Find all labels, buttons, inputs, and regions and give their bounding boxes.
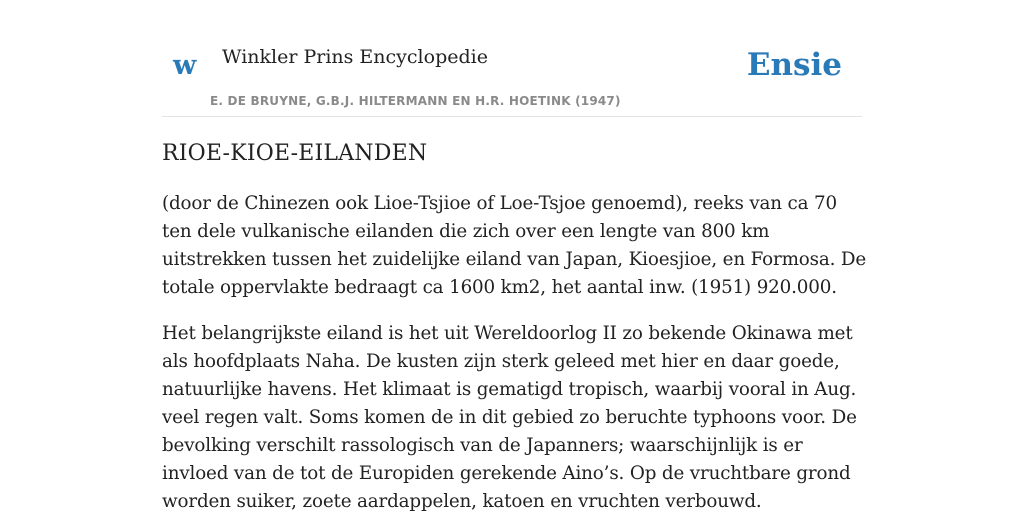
publication-logo[interactable]: w (173, 50, 197, 81)
publication-title[interactable]: Winkler Prins Encyclopedie (222, 46, 488, 68)
article-paragraph-2: Het belangrijkste eiland is het uit Wereldoorlog II zo bekende Okinawa met als hoofdplaats Naha. De kusten zijn sterk geleed met hier en daar goede, natuurlijke havens. Het klimaat is gematigd tropisch, waarbij vooral in Aug. veel regen valt. Soms komen de in dit gebied zo beruchte typhoons voor. De bevolking verschilt rassologisch van de Japanners; waarschijnlijk is er invloed van de tot de Europiden gerekende Aino’s. Op de vruchtbare grond worden suiker, zoete aardappelen, katoen en vruchten verbouwd. (162, 323, 857, 512)
ensie-logo[interactable]: Ensie (746, 47, 842, 83)
site-header (162, 40, 862, 117)
article-title: RIOE-KIOE-EILANDEN (162, 141, 428, 166)
article (162, 138, 872, 512)
publication-authors: E. DE BRUYNE, G.B.J. HILTERMANN EN H.R. HOETINK (1947) (210, 94, 621, 108)
article-paragraph-1: (door de Chinezen ook Lioe-Tsjioe of Loe-Tsjoe genoemd), reeks van ca 70 ten dele vulkanische eilanden die zich over een lengte van 800 km uitstrekken tussen het zuidelijke eiland van Japan, Kioesjioe, en Formosa. De totale oppervlakte bedraagt ca 1600 km2, het aantal inw. (1951) 920.000. (162, 193, 867, 298)
